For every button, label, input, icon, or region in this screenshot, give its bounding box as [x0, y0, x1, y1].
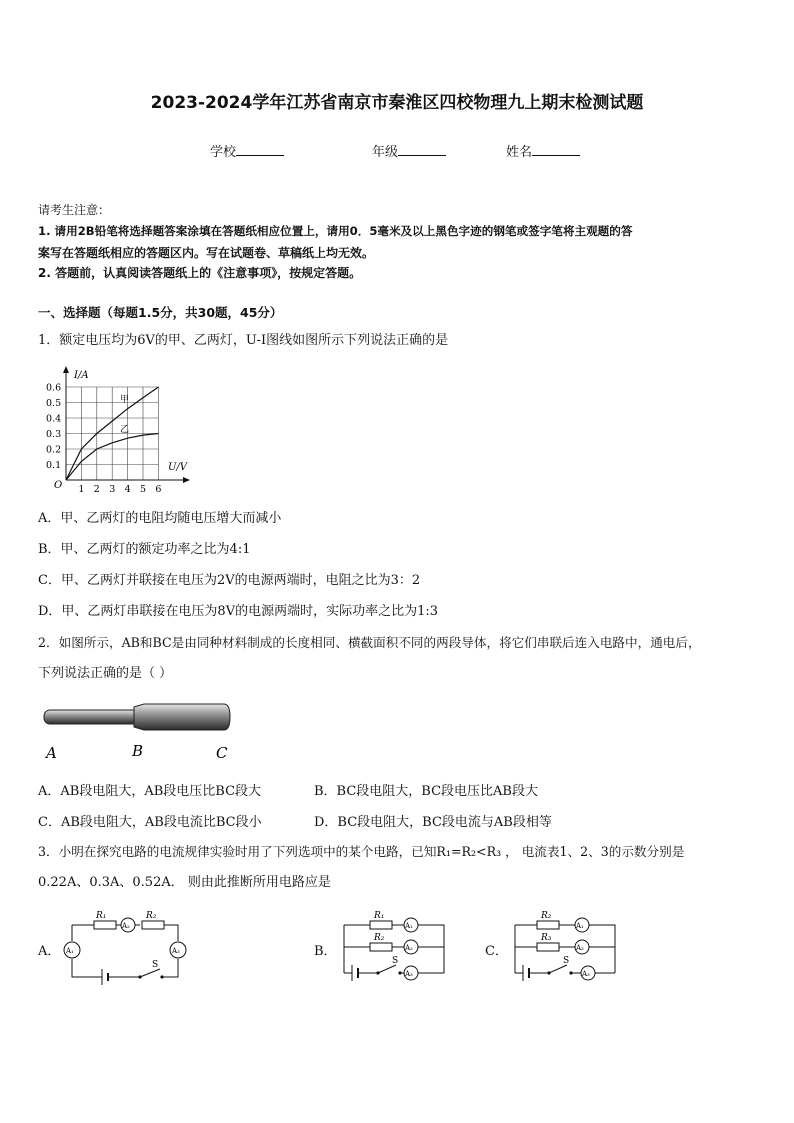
q2-option-b: B．BC段电阻大，BC段电压比AB段大	[314, 784, 538, 799]
circuit-a-switch-label: S	[152, 960, 159, 970]
circuit-c-r3	[537, 943, 559, 951]
conductor-figure	[36, 698, 246, 766]
circuit-c-r2	[537, 921, 559, 929]
q1-option-a: A．甲、乙两灯的电阻均随电压增大而减小	[38, 511, 282, 526]
thick-conductor-bc	[134, 704, 230, 730]
grade-field	[372, 141, 446, 160]
notice-heading: 请考生注意：	[38, 203, 111, 217]
q3-stem-line-2: 0.22A、0.3A、0.52A． 则由此推断所用电路应是	[38, 875, 331, 890]
x-tick-label: 4	[124, 484, 131, 495]
y-tick-label: 0.6	[46, 382, 62, 394]
circuit-b-r1	[370, 921, 392, 929]
circuit-b-r2	[370, 943, 392, 951]
circuit-b-switch-label: S	[392, 956, 399, 966]
notice-line-1b: 案写在答题纸相应的答题区内。写在试题卷、草稿纸上均无效。	[38, 246, 375, 260]
q2-option-d: D．BC段电阻大，BC段电流与AB段相等	[314, 815, 552, 830]
q3-stem-line-1: 3．小明在探究电路的电流规律实验时用了下列选项中的某个电路，已知R₁=R₂<R₃ ， 电流表1、2、3的示数分别是	[38, 844, 685, 859]
circuit-b-a2-label: A₂	[405, 944, 413, 952]
q1-stem: 1．额定电压均为6V的甲、乙两灯，U-I图线如图所示下列说法正确的是	[38, 333, 449, 348]
section-heading: 一、选择题（每题1.5分，共30题，45分）	[38, 305, 283, 320]
x-axis-label: U/V	[168, 462, 188, 473]
q1-ui-graph	[40, 362, 200, 497]
point-a-label: A	[46, 744, 57, 762]
x-ticks	[78, 484, 161, 495]
circuit-c-a1-label: A₁	[576, 922, 584, 930]
circuit-b-r2-label: R₂	[374, 933, 385, 943]
x-tick-label: 2	[93, 484, 100, 495]
y-tick-label: 0.5	[46, 398, 62, 409]
y-tick-label: 0.3	[46, 429, 62, 440]
point-b-label: B	[132, 742, 144, 760]
y-tick-label: 0.4	[46, 413, 62, 425]
school-field	[210, 141, 284, 160]
circuit-a-a3-label: A₃	[172, 947, 180, 955]
origin-label: O	[54, 480, 63, 491]
school-blank	[236, 143, 284, 156]
name-field	[506, 141, 580, 160]
notice-line-2: 2. 答题前，认真阅读答题纸上的《注意事项》，按规定答题。	[38, 266, 362, 280]
circuit-a-label: A．	[38, 944, 61, 959]
circuit-c-label: C．	[485, 944, 508, 959]
circuit-b-a1-label: A₁	[405, 922, 413, 930]
circuit-c-switch-label: S	[563, 956, 570, 966]
circuit-b-label: B．	[314, 944, 337, 959]
q1-option-d: D．甲、乙两灯串联接在电压为8V的电源两端时，实际功率之比为1:3	[38, 604, 439, 619]
circuit-a-r1-label: R₁	[96, 911, 107, 921]
school-label: 学校	[210, 145, 237, 160]
circuit-a-r1	[94, 921, 116, 929]
curve-yi-label: 乙	[120, 425, 130, 435]
notice-line-1a: 1. 请用2B铅笔将选择题答案涂填在答题纸相应位置上，请用0．5毫米及以上黑色字迹的钢笔或签字笔将主观题的答	[38, 224, 633, 238]
circuit-c-a3-label: A₃	[582, 970, 590, 978]
grade-blank	[398, 143, 446, 156]
y-tick-label: 0.1	[46, 460, 62, 471]
name-blank	[532, 143, 580, 156]
curve-jia-label: 甲	[120, 395, 130, 405]
x-tick-label: 1	[78, 484, 85, 495]
circuit-c-r3-label: R₃	[541, 933, 552, 943]
x-tick-label: 5	[140, 484, 147, 495]
graph-grid	[66, 387, 158, 480]
x-tick-label: 6	[155, 484, 162, 495]
q1-option-c: C．甲、乙两灯并联接在电压为2V的电源两端时，电阻之比为3：2	[38, 573, 421, 588]
circuit-a-r2	[142, 921, 164, 929]
page-title: 2023-2024学年江苏省南京市秦淮区四校物理九上期末检测试题	[150, 93, 644, 113]
q2-option-a: A．AB段电阻大，AB段电压比BC段大	[38, 784, 262, 799]
q2-option-c: C．AB段电阻大，AB段电流比BC段小	[38, 815, 262, 830]
point-c-label: C	[216, 744, 228, 762]
circuit-c-a2-label: A₂	[576, 944, 584, 952]
circuit-a-a1-label: A₁	[66, 947, 74, 955]
y-tick-label: 0.2	[46, 444, 62, 456]
x-axis-arrow	[183, 477, 190, 483]
y-axis-arrow	[63, 366, 69, 373]
circuit-b-r1-label: R₁	[374, 911, 385, 921]
x-tick-label: 3	[109, 484, 116, 495]
circuit-c-r2-label: R₂	[541, 911, 552, 921]
y-ticks	[46, 383, 61, 472]
circuit-a-r2-label: R₂	[146, 911, 157, 921]
q1-option-b: B．甲、乙两灯的额定功率之比为4:1	[38, 542, 251, 557]
circuit-c-diagram	[505, 905, 625, 987]
name-label: 姓名	[506, 145, 533, 160]
circuit-a-a2-label: A₂	[122, 922, 130, 930]
thin-conductor-ab	[44, 710, 144, 724]
grade-label: 年级	[372, 145, 399, 160]
circuit-b-diagram	[334, 905, 454, 987]
y-axis-label: I/A	[74, 370, 89, 381]
circuit-a-diagram	[60, 905, 190, 987]
q2-stem-line-1: 2．如图所示，AB和BC是由同种材料制成的长度相同、横截面积不同的两段导体，将它们串联后连入电路中，通电后，	[38, 635, 701, 650]
q2-stem-line-2: 下列说法正确的是（ ）	[38, 666, 173, 681]
circuit-b-a3-label: A₃	[405, 970, 413, 978]
